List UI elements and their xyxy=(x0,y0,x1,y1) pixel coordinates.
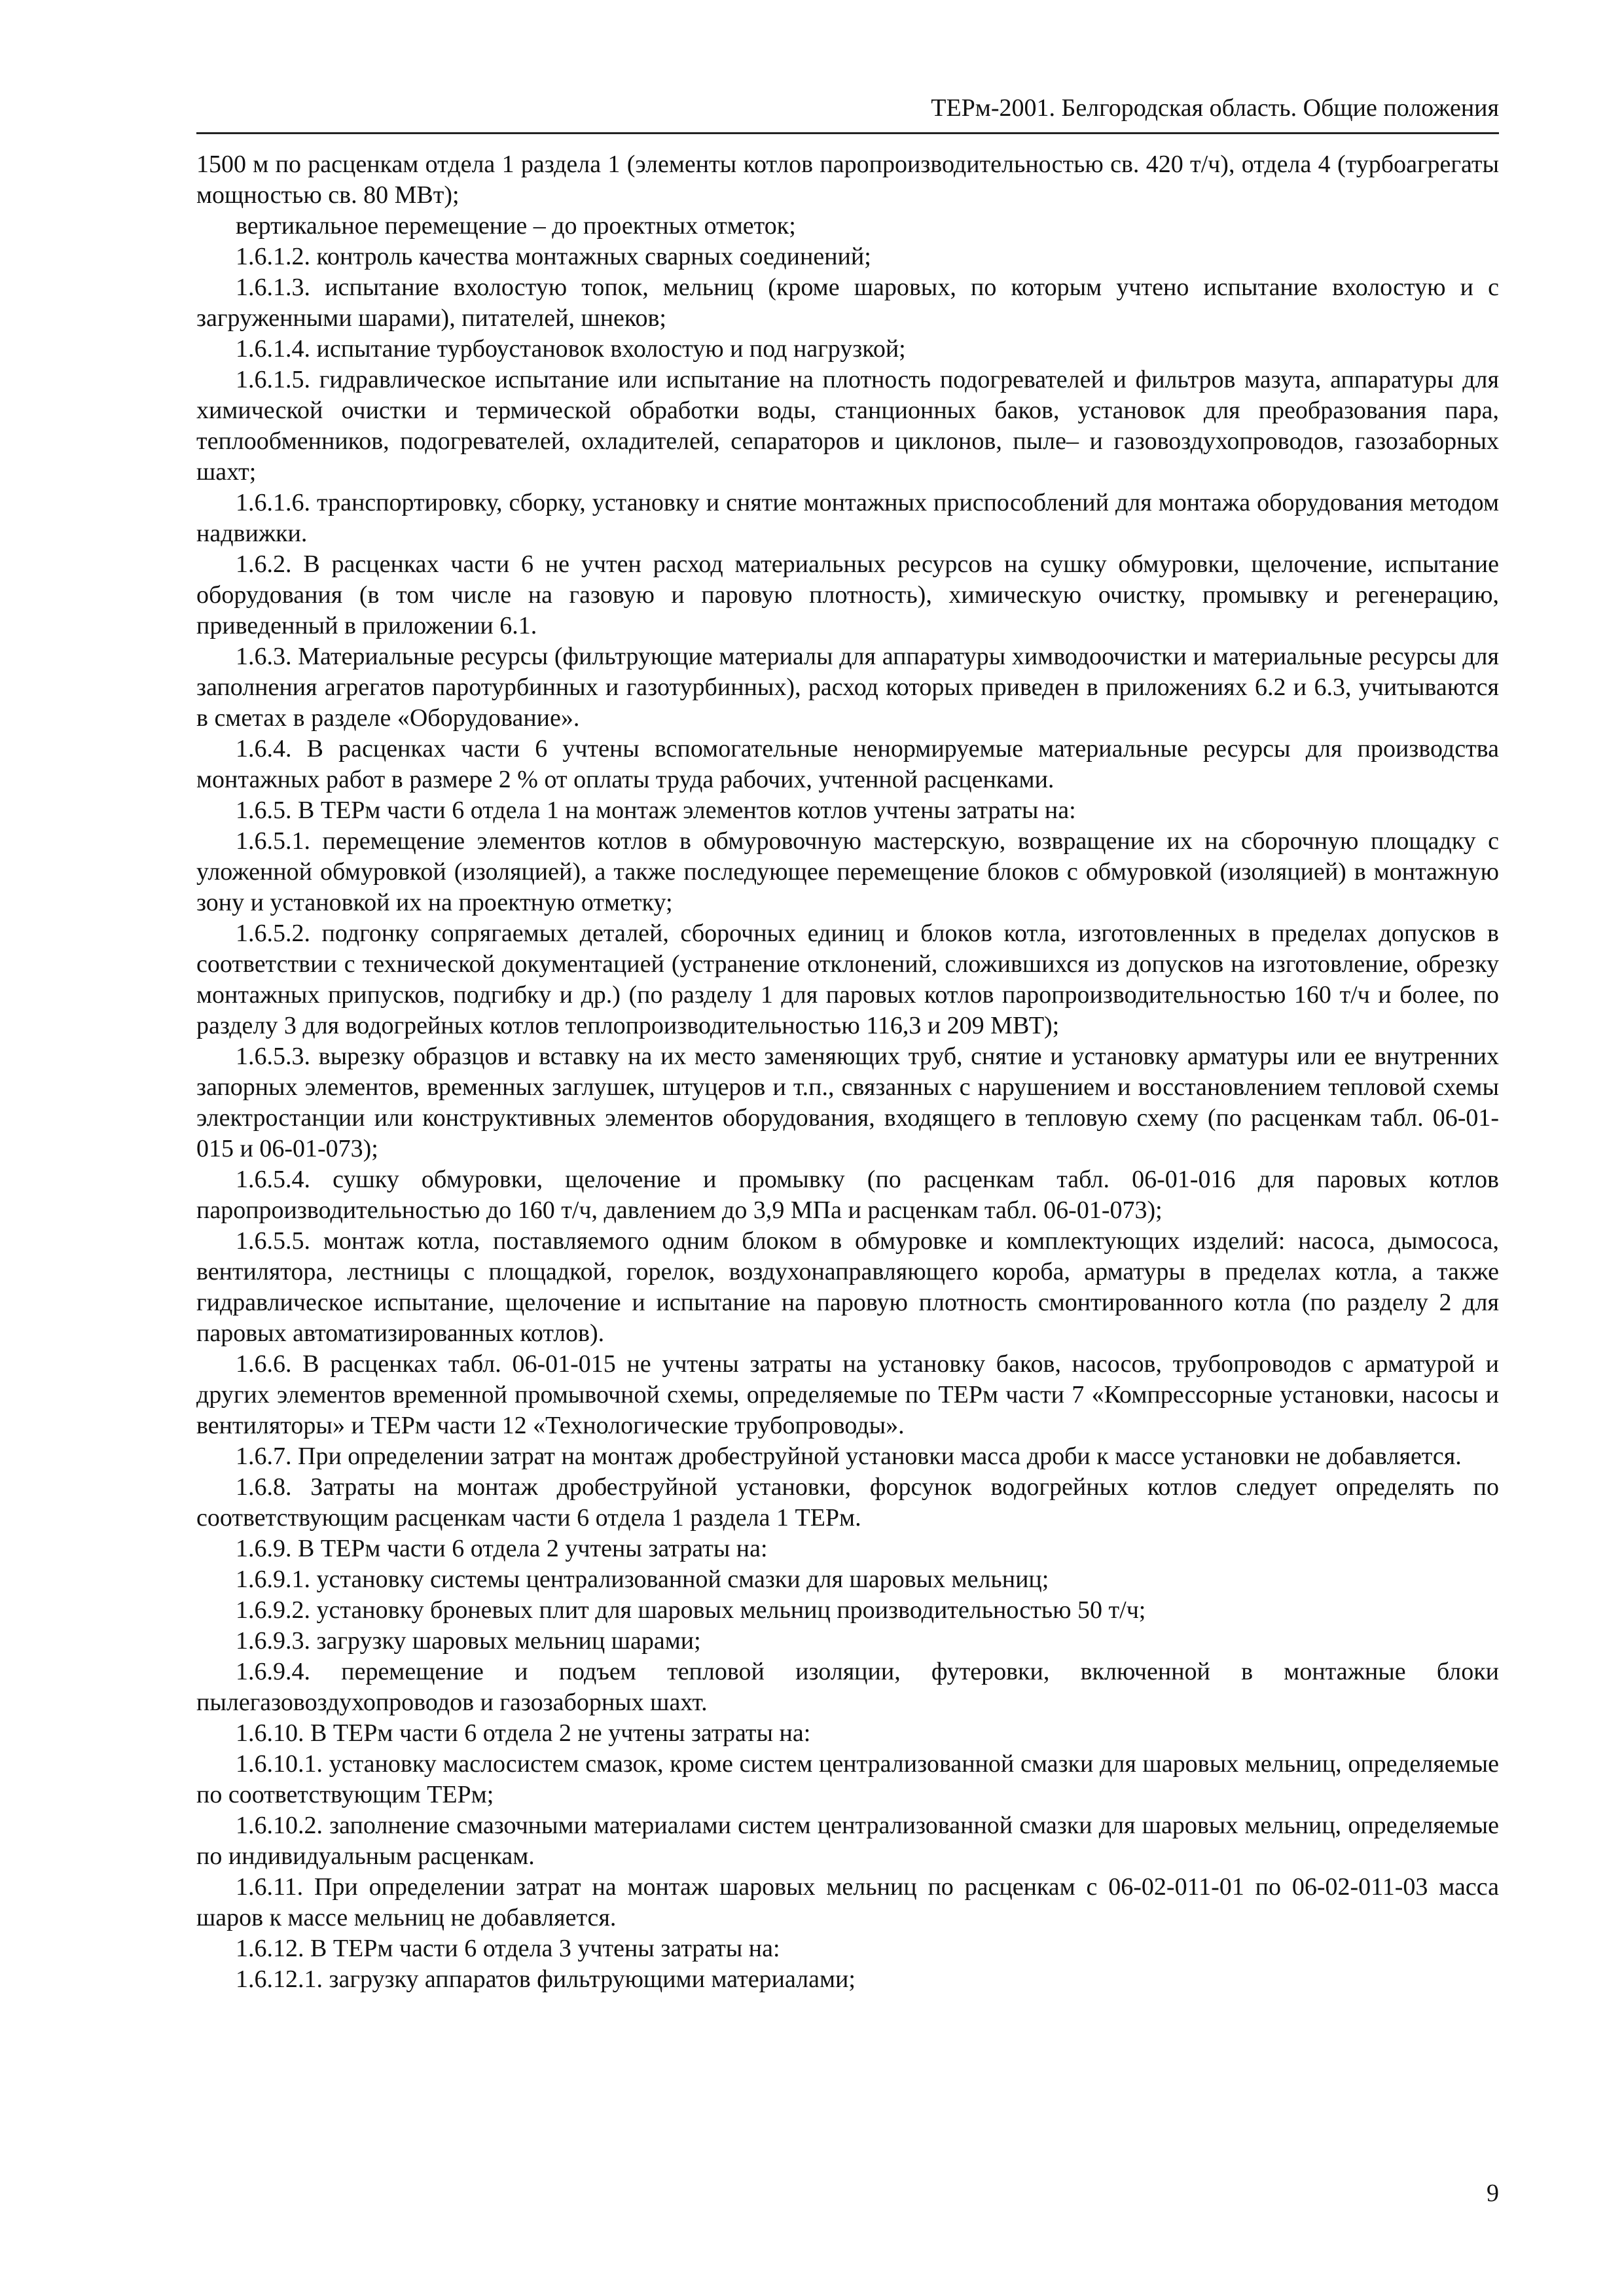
paragraph-p-1-6-1-4: 1.6.1.4. испытание турбоустановок вхолостую и под нагрузкой; xyxy=(236,335,906,363)
paragraph-p-1-6-3: 1.6.3. Материальные ресурсы (фильтрующие материалы для аппаратуры химводоочистки и материальные ресурсы для заполнения агрегатов паротурбинных и газотурбинных), расход которых приведен в приложениях 6.2 и 6.3, учитываются в сметах в разделе «Оборудование». xyxy=(196,643,1499,732)
paragraph-p-1-6-2: 1.6.2. В расценках части 6 не учтен расход материальных ресурсов на сушку обмуровки, щелочение, испытание оборудования (в том числе на газовую и паровую плотность), химическую очистку, промывку и регенерацию, приведенный в приложении 6.1. xyxy=(196,550,1499,639)
paragraph-p-cont-1500m: 1500 м по расценкам отдела 1 раздела 1 (элементы котлов паропроизводительностью св. 420 т/ч), отдела 4 (турбоагрегаты мощностью св. 80 МВт); xyxy=(196,151,1499,209)
page-number: 9 xyxy=(1487,2179,1499,2207)
paragraph-p-1-6-5-5: 1.6.5.5. монтаж котла, поставляемого одним блоком в обмуровке и комплектующих изделий: насоса, дымососа, вентилятора, лестницы с площадкой, горелок, воздухонаправляющего короба, арматуры в пределах котла, а также гидравлическое испытание, щелочение и испытание на паровую плотность смонтированного котла (по разделу 2 для паровых автоматизированных котлов). xyxy=(196,1227,1499,1347)
page-header xyxy=(196,92,1499,134)
paragraph-p-1-6-9: 1.6.9. В ТЕРм части 6 отдела 2 учтены затраты на: xyxy=(236,1535,768,1562)
paragraph-p-1-6-1-6: 1.6.1.6. транспортировку, сборку, установку и снятие монтажных приспособлений для монтажа оборудования методом надвижки. xyxy=(196,489,1499,547)
paragraph-p-1-6-5-4: 1.6.5.4. сушку обмуровки, щелочение и промывку (по расценкам табл. 06-01-016 для паровых котлов паропроизводительностью до 160 т/ч, давлением до 3,9 МПа и расценкам табл. 06-01-073); xyxy=(196,1166,1499,1224)
paragraph-p-1-6-10-2: 1.6.10.2. заполнение смазочными материалами систем централизованной смазки для шаровых мельниц, определяемые по индивидуальным расценкам. xyxy=(196,1812,1499,1870)
paragraph-p-1-6-10-1: 1.6.10.1. установку маслосистем смазок, кроме систем централизованной смазки для шаровых мельниц, определяемые по соответствующим ТЕРм; xyxy=(196,1750,1499,1808)
paragraph-p-1-6-7: 1.6.7. При определении затрат на монтаж дробеструйной установки масса дроби к массе установки не добавляется. xyxy=(236,1443,1462,1470)
paragraph-p-vertical: вертикальное перемещение – до проектных отметок; xyxy=(236,212,796,240)
document-body xyxy=(196,149,1499,1995)
paragraph-p-1-6-9-3: 1.6.9.3. загрузку шаровых мельниц шарами; xyxy=(236,1627,701,1655)
header-title: ТЕРм-2001. Белгородская область. Общие положения xyxy=(931,94,1499,122)
paragraph-p-1-6-6: 1.6.6. В расценках табл. 06-01-015 не учтены затраты на установку баков, насосов, трубопроводов с арматурой и других элементов временной промывочной схемы, определяемые по ТЕРм части 7 «Компрессорные установки, насосы и вентиляторы» и ТЕРм части 12 «Технологические трубопроводы». xyxy=(196,1350,1499,1439)
paragraph-p-1-6-12-1: 1.6.12.1. загрузку аппаратов фильтрующими материалами; xyxy=(236,1965,856,1993)
paragraph-p-1-6-8: 1.6.8. Затраты на монтаж дробеструйной установки, форсунок водогрейных котлов следует определять по соответствующим расценкам части 6 отдела 1 раздела 1 ТЕРм. xyxy=(196,1473,1499,1532)
paragraph-p-1-6-5-1: 1.6.5.1. перемещение элементов котлов в обмуровочную мастерскую, возвращение их на сборочную площадку с уложенной обмуровкой (изоляцией), а также последующее перемещение блоков с обмуровкой (изоляцией) в монтажную зону и установкой их на проектную отметку; xyxy=(196,827,1499,916)
paragraph-p-1-6-1-2: 1.6.1.2. контроль качества монтажных сварных соединений; xyxy=(236,243,871,270)
paragraph-p-1-6-1-3: 1.6.1.3. испытание вхолостую топок, мельниц (кроме шаровых, по которым учтено испытание вхолостую и с загруженными шарами), питателей, шнеков; xyxy=(196,274,1499,332)
paragraph-p-1-6-5: 1.6.5. В ТЕРм части 6 отдела 1 на монтаж элементов котлов учтены затраты на: xyxy=(236,797,1076,824)
paragraph-p-1-6-11: 1.6.11. При определении затрат на монтаж шаровых мельниц по расценкам с 06-02-011-01 по 06-02-011-03 масса шаров к массе мельниц не добавляется. xyxy=(196,1873,1499,1931)
paragraph-p-1-6-1-5: 1.6.1.5. гидравлическое испытание или испытание на плотность подогревателей и фильтров мазута, аппаратуры для химической очистки и термической обработки воды, станционных баков, установок для преобразования пара, теплообменников, подогревателей, охладителей, сепараторов и циклонов, пыле– и газовоздухопроводов, газозаборных шахт; xyxy=(196,366,1499,486)
paragraph-p-1-6-10: 1.6.10. В ТЕРм части 6 отдела 2 не учтены затраты на: xyxy=(236,1719,811,1747)
paragraph-p-1-6-9-4: 1.6.9.4. перемещение и подъем тепловой изоляции, футеровки, включенной в монтажные блоки пылегазовоздухопроводов и газозаборных шахт. xyxy=(196,1658,1499,1716)
paragraph-p-1-6-12: 1.6.12. В ТЕРм части 6 отдела 3 учтены затраты на: xyxy=(236,1935,780,1962)
paragraph-p-1-6-5-3: 1.6.5.3. вырезку образцов и вставку на их место заменяющих труб, снятие и установку арматуры или ее внутренних запорных элементов, временных заглушек, штуцеров и т.п., связанных с нарушением и восстановлением тепловой схемы электростанции или конструктивных элементов оборудования, входящего в тепловую схему (по расценкам табл. 06-01-015 и 06-01-073); xyxy=(196,1043,1499,1162)
paragraph-p-1-6-9-1: 1.6.9.1. установку системы централизованной смазки для шаровых мельниц; xyxy=(236,1566,1049,1593)
paragraph-p-1-6-9-2: 1.6.9.2. установку броневых плит для шаровых мельниц производительностью 50 т/ч; xyxy=(236,1596,1146,1624)
paragraph-p-1-6-5-2: 1.6.5.2. подгонку сопрягаемых деталей, сборочных единиц и блоков котла, изготовленных в пределах допусков в соответствии с технической документацией (устранение отклонений, сложившихся из допусков на изготовление, обрезку монтажных припусков, подгибку и др.) (по разделу 1 для паровых котлов паропроизводительностью 160 т/ч и более, по разделу 3 для водогрейных котлов теплопроизводительностью 116,3 и 209 МВТ); xyxy=(196,920,1499,1039)
paragraph-p-1-6-4: 1.6.4. В расценках части 6 учтены вспомогательные ненормируемые материальные ресурсы для производства монтажных работ в размере 2 % от оплаты труда рабочих, учтенной расценками. xyxy=(196,735,1499,793)
